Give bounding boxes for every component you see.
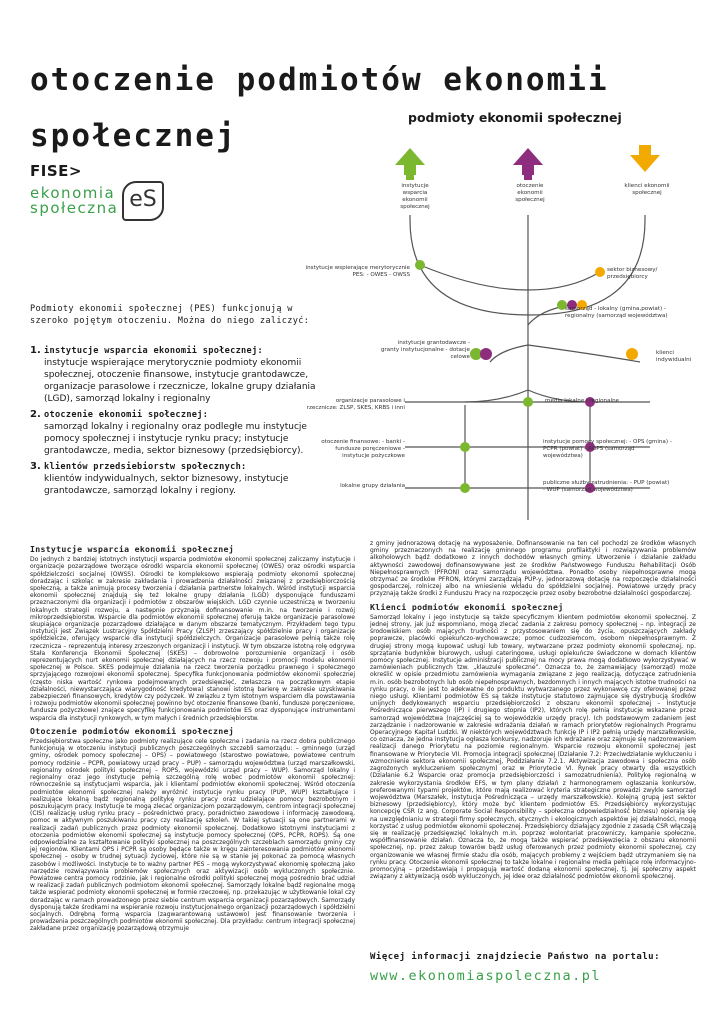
node-lgd xyxy=(460,483,470,493)
section-body: Samorząd lokalny i jego instytucje są także specyficznym klientem podmiotów ekonomii społecznej. Z jednej strony, jak już wspomniano, mogą zlecać zadania z zakresu pomocy społecznej – np. integracji ze środowiskiem osób mających trudności z przystosowaniem się do życia, opuszczających zakłady poprawcze, placówki opiekuńczo-wychowawcze; pomoc cudzoziemcom, osobom niepełnosprawnym. Z drugiej strony mogą kupować usługi lub towary, wytwarzane przez podmioty ekonomii społecznej, np. sprzątanie budynków biurowych, usługi cateringowe, usługi opiekuńcze świadczone w domach klientów pomocy społecznej. Instytucje administracji publicznej na mocy prawa mogą dodatkowo wykorzystywać w zamówieniach publicznych tzw. „klauzule społeczne”. Oznacza to, że zamawiający (samorząd) może określić w opisie przedmiotu zamówienia wymagania związane z jego realizacją, dotyczące zatrudnienia m.in. osób bezrobotnych lub osób niepełnosprawnych, bezdomnych i innych mających istotne trudności na rynku pracy, o ile jest to adekwatne do produktu wytwarzanego przez wykonawcę czy oferowanej przez niego usługi. Klientami podmiotów ES są także instytucje statutowo zajmujące się dystrybucją środków unijnych dedykowanych wsparciu przedsiębiorczości z obszaru ekonomii społecznej – Instytucje Pośredniczące pierwszego (IP) i drugiego stopnia (IP2), których rolę pełnią instytucje wskazane przez samorząd województwa (najczęściej są to wojewódzkie urzędy pracy). Ich podstawowym zadaniem jest zarządzanie i nadzorowanie w zakresie wdrażania działań w ramach priorytetów regionalnych Programu Operacyjnego Kapitał Ludzki. W niektórych województwach funkcję IP i IP2 pełnią urzędy marszałkowskie, co oznacza, że jedna instytucja ogłasza konkursy, nadzoruje ich wdrażanie oraz zajmuje się nadzorowaniem realizacji danego Priorytetu na poziomie regionalnym. Wsparcie rozwoju ekonomii społecznej jest finansowane w Priorytecie VII. Promocja integracji społecznej (Działanie 7.2: Przeciwdziałanie wykluczeniu i wzmocnienie sektora ekonomii społecznej, Poddziałanie 7.2.1. Aktywizacja zawodowa i społeczna osób zagrożonych wykluczeniem społecznym) oraz w Priorytecie VI. Rynek pracy otwarty dla wszystkich (Działanie 6.2 Wsparcie oraz promocja przedsiębiorczości i samozatrudnienia). Politykę regionalną w zakresie wykorzystania środków EFS, w tym plany działań z harmonogramem ogłaszania konkursów, preferowanymi typami projektów, które mają realizować kryteria strategiczne prowadzi zwykle samorząd województwa (Marszałek, Instytucja Pośrednicząca – urzędy marszałkowskie). Kolejną grupą jest sektor biznesowy (przedsiębiorcy), który może być klientem podmiotów ES. Przedsiębiorcy wykorzystując koncepcję CSR (z ang. Corporate Social Responsibility – społeczna odpowiedzialność biznesu) opierają się na uwzględnianiu w strategii firmy społecznych, etycznych i ekologicznych aspektów jej działalności, mogą korzystać z usług podmiotów ekonomii społecznej. Przedsiębiorcy działający zgodnie z zasadą CSR włączają się w realizację przedsięwzięć lokalnych m.in. poprzez wolontariat pracowniczy, kampanie społeczne, współfinansowanie działań. Oznacza to, że mogą także wspierać przedsięwzięcia z obszaru ekonomii społecznej, np. przez zakup towarów bądź usług oferowanych przez podmioty ekonomii społecznej, czy organizowanie we własnej firmie stażu dla osób, mających problemy z wejściem bądź utrzymaniem się na rynku pracy. Otoczenie ekonomii społecznej to także lokalne i regionalne media pełniące rolę informacyjno-promocyjną – przedstawiają i propagują wartość dodaną ekonomii społecznej, tj. jej społeczny aspekt związany z aktywizacją osób wykluczonych, jej idee oraz działalność podmiotów ekonomii społecznej. xyxy=(370,613,696,881)
list-desc: instytucje wspierające merytorycznie podmioty ekonomii społecznej, otoczenie finansowe, instytucje grantodawcze, organizacje parasolowe i rzecznicze, lokalne grupy działania (LGD), samorząd lokalny i regionalny xyxy=(44,358,316,404)
list-number: 1. xyxy=(30,345,41,356)
branch-klienci xyxy=(528,345,640,362)
branch-green xyxy=(410,215,530,315)
list-desc: samorząd lokalny i regionalny oraz podległe mu instytucje pomocy społecznej i instytucje rynku pracy; instytucje grantodawcze, media, sektor biznesowy (przedsiębiorcy). xyxy=(44,422,307,456)
section-body: Do jednych z bardziej istotnych instytucji wsparcia podmiotów ekonomii społecznej zaliczamy instytucje i organizacje pozarządowe tworzące ośrodki wsparcia ekonomii społecznej (OWES) oraz ośrodki wsparcia spółdzielczości socjalnej (OWSS). Ośrodki te kompleksowo wspierają podmioty ekonomii społecznej doradzając i szkoląc w zakresie zakładania i prowadzenia działalności związanej z przedsiębiorczością społeczną, a także animują procesy tworzenia i działania partnerstw lokalnych. Wśród instytucji wsparcia ekonomii społecznej znajdują się też lokalne grupy działania (LGD) dysponujące funduszami przeznaczonymi dla organizacji i podmiotów z obszarów wiejskich. LGD czynnie uczestniczą w tworzeniu lokalnych strategii rozwoju, a następnie przyznają dofinansowanie m.in. na tworzenie i rozwój mikroprzedsiębiorstw. Wsparcie dla podmiotów ekonomii społecznej oferują także organizacje parasolowe skupiające organizacje pozarządowe działające w danym obszarze tematycznym. Przykładem tego typu instytucji jest Związek Lustracyjny Spółdzielni Pracy (ZLSP) zrzeszający spółdzielnie pracy i organizacje spółdzielcze, oferujący wsparcie dla instytucji spółdzielczych. Organizacje parasolowe pełnią także rolę rzecznicza – reprezentują interesy zrzeszonych organizacji i instytucji. W tym obszarze istotną rolę odgrywa Stała Konferencja Ekonomii Społecznej (SKES) – dobrowolne porozumienie organizacji i osób reprezentujących nurt ekonomii społecznej działających na rzecz rozwoju i promocji modelu ekonomii społecznej w Polsce. SKES podejmuje działania na rzecz tworzenia porządku prawnego i społecznego sprzyjającego rozwojowi ekonomii społecznej. Specyfika funkcjonowania podmiotów ekonomii społecznej (często niska wartość rynkowa podejmowanych przedsięwzięć, zwłaszcza na początkowym etapie działalności, niewystarczająca wiarygodność kredytowa) stanowi istotną barierę w zakresie uzyskiwania zabezpieczeń finansowych, kredytów czy pożyczek. W związku z tym istotnym wsparciem dla powstawania i rozwoju podmiotów ekonomii społecznej powinno być otoczenie finansowe (banki, fundusze poręczeniowe, fundusze pożyczkowe) znające specyfikę funkcjonowania podmiotów ES oraz dysponujące instrumentami wsparcia dla instytucji rynkowych, w tym małych i średnich przedsiębiorstw. xyxy=(30,556,355,722)
es-logo-icon: eS xyxy=(122,181,164,221)
list-desc: klientów indywidualnych, sektor biznesowy, instytucje grantodawcze, samorząd lokalny i regiony. xyxy=(44,474,289,496)
top-label-purple: otoczenie ekonomii społecznej xyxy=(515,183,545,203)
ekonomia-spoleczna-logo xyxy=(30,186,118,216)
section-body: Przedsiębiorstwa społeczne jako podmioty realizujące cele społeczne i zadania na rzecz dobra publicznego funkcjonują w otoczeniu instytucji publicznych poszczególnych szczebli samorządu: – gminnego (urząd gminy, ośrodek pomocy społecznej – OPS) – powiatowego (starostwo powiatowe, powiatowe centrum pomocy rodzinie – PCPR, powiatowy urząd pracy – PUP) – samorządu województwa (urząd marszałkowski, regionalny ośrodek polityki społecznej – ROPS, wojewódzki urząd pracy – WUP). Samorząd lokalny i regionalny oraz jego instytucje pełnią szczególną rolę wobec podmiotów ekonomii społecznej: równocześnie są instytucjami wsparcia, jak i klientami podmiotów ekonomii społecznej. Wśród otoczenia podmiotów ekonomii społecznej należy wyróżnić instytucje rynku pracy (PUP, WUP) kształtujące i realizujące lokalną bądź regionalną politykę rynku pracy oraz udzielające pomocy bezrobotnym i poszukującym pracy. Instytucje te mogą zlecać organizacjom pozarządowym, centrom integracji społecznej (CIS) realizację usług rynku pracy – pośrednictwo pracy, poradnictwo zawodowe i informację zawodową, pomoc w aktywnym poszukiwaniu pracy czy realizację szkoleń. W takiej sytuacji są one partnerami w realizacji zadań publicznych przez podmioty ekonomii społecznej. Dodatkowo istotnymi instytucjami z otoczenia podmiotów ekonomii społecznej są instytucje pomocy społecznej (OPS, PCPR, ROPS). Są one odpowiedzialne za kształtowanie polityki społecznej na poszczególnych szczeblach samorządu gminy czy jej regionów. Klientami OPS i PCPR są osoby będące także w kręgu zainteresowania podmiotów ekonomii społecznej – osoby w trudnej sytuacji życiowej, które nie są w stanie jej pokonać za pomocą własnych zasobów i możliwości. Instytucje te to ważny partner PES – mogą wykorzystywać ekonomię społeczną jako narzędzie rozwiązywania problemów społecznych oraz aktywizacji osób wykluczonych społecznie. Powiatowe centra pomocy rodzinie, jak i regionalne ośrodki polityki społecznej mogą pośrednio brać udział w realizacji zadań publicznych podmiotom ekonomii społecznej. Samorządy lokalne bądź regionalne mogą także wspierać podmioty ekonomii społecznej w formie rzeczowej, np. przekazując w użytkowanie lokal czy doradzając w ramach prowadzonego przez siebie centrum wsparcia organizacji pozarządowych. Samorządy dysponują także środkami na wspieranie rozwoju instytucjonalnego organizacji pozarządowych i spółdzielni socjalnych. Odrębną formą wsparcia (zagwarantowaną ustawowo) jest finansowanie tworzenia i prowadzenia poszczególnych podmiotów ekonomii społecznej. Dla przykładu: centrum integracji społecznej zakładane przez organizację pozarządową otrzymuje xyxy=(30,738,355,933)
label-klienci: klienci indywidualni xyxy=(656,350,692,363)
list-item xyxy=(30,461,320,497)
logo-line-1: ekonomia xyxy=(30,184,116,202)
title-line-2: społecznej xyxy=(30,118,237,154)
section-title: Klienci podmiotów ekonomii społecznej xyxy=(370,601,564,612)
list-number: 3. xyxy=(30,461,41,472)
branch-biznes xyxy=(528,272,600,290)
top-label-green: instytucje wsparcia ekonomii społecznej xyxy=(400,183,430,210)
node-klienci xyxy=(626,348,638,360)
label-zatrudnienie: publiczne służby zatrudnienia: - PUP (powiat) - WUP (samorząd województwa) xyxy=(543,480,670,493)
label-samorzad: samorząd - lokalny (gmina,powiat) - regionalny (samorząd województwa) xyxy=(565,306,668,319)
branch-orange xyxy=(530,215,645,315)
list-item xyxy=(30,345,320,405)
list-number: 2. xyxy=(30,409,41,420)
node-granty xyxy=(470,348,492,360)
label-parasolowe: organizacje parasolowe i rzecznicze: ZLSP, SKES, KRBS i inni xyxy=(306,398,405,411)
section-title: Instytucje wsparcia ekonomii społecznej xyxy=(30,544,234,554)
portal-link[interactable]: www.ekonomiaspoleczna.pl xyxy=(370,968,602,984)
node-biznes xyxy=(595,267,605,277)
curve-left xyxy=(465,390,528,402)
label-pomoc: instytucje pomocy społecznej: - OPS (gmina) - PCPR (powiat) - ROPS (samorząd województwa) xyxy=(543,439,672,459)
label-grantodawcze: instytucje grantodawcze - granty instytucjonalne - dotacje celowe xyxy=(380,340,470,360)
top-label-orange: klienci ekonomii społecznej xyxy=(624,183,670,196)
label-finansowe: otoczenie finansowe: - banki - fundusze poręczeniowe - instytucje pożyczkowe xyxy=(321,439,405,459)
section-body: z gminy jednorazową dotację na wyposażenie. Dofinansowanie na ten cel pochodzi ze środków własnych gminy przeznaczonych na realizację gminnego programu profilaktyki i rozwiązywania problemów alkoholowych bądź dodatkowo z innych dochodów własnych gminy. Utworzenie i działanie zakładu aktywności zawodowej dofinansowywane jest ze środków Państwowego Funduszu Rehabilitacji Osób Niepełnosprawnych (PFRON) oraz samorządu województwa. Ponadto osoby niepełnosprawne mogą otrzymać ze środków PFRON, którymi zarządzają PUP-y, jednorazową dotację na rozpoczęcie działalności gospodarczej, rolniczej albo na wniesienie wkładu do spółdzielni socjalnej. Powiatowe urzędy pracy przyznają także środki z Funduszu Pracy na rozpoczęcie przez osoby bezrobotne działalności gospodarczej. xyxy=(370,540,696,598)
title-line-1: otoczenie podmiotów ekonomii xyxy=(30,62,609,98)
list-label: otoczenie ekonomii społecznej: xyxy=(44,410,209,420)
column-right xyxy=(370,540,696,880)
intro-text: Podmioty ekonomii społecznej (PES) funkcjonują w szeroko pojętym otoczeniu. Można do niego zaliczyć: xyxy=(30,304,310,326)
arrow-green-icon xyxy=(395,148,425,180)
column-left xyxy=(30,540,355,933)
label-biznes: sektor biznesowy/ przedsiębiorcy xyxy=(607,267,658,280)
node-merytoryczne xyxy=(415,260,425,270)
footer-text: Więcej informacji znajdziecie Państwo na portalu: xyxy=(370,952,661,962)
logo-line-2: społeczna xyxy=(30,199,119,217)
label-merytoryczne: instytucje wspierające merytorycznie PES: - OWES - OWSS xyxy=(305,265,410,278)
fise-logo: FISE> xyxy=(30,162,82,180)
branch-merytoryczne xyxy=(420,265,528,290)
section-title: Otoczenie podmiotów ekonomii społecznej xyxy=(30,725,234,736)
arrow-purple-icon xyxy=(513,148,543,180)
list-item xyxy=(30,409,320,457)
node-parasolowe xyxy=(523,397,533,407)
label-lgd: lokalne grupy działania xyxy=(340,483,405,489)
list-label: klientów przedsiebiorstw społecznych: xyxy=(44,462,247,472)
pes-heading: podmioty ekonomii społecznej xyxy=(408,110,622,125)
arrow-orange-icon xyxy=(630,145,660,172)
label-media: media lokalne i regionalne xyxy=(545,398,620,404)
list-label: instytucje wsparcia ekonomii społecznej: xyxy=(44,346,263,356)
node-finansowe xyxy=(460,442,470,452)
branch-granty xyxy=(490,345,528,362)
intro-list xyxy=(30,345,320,501)
